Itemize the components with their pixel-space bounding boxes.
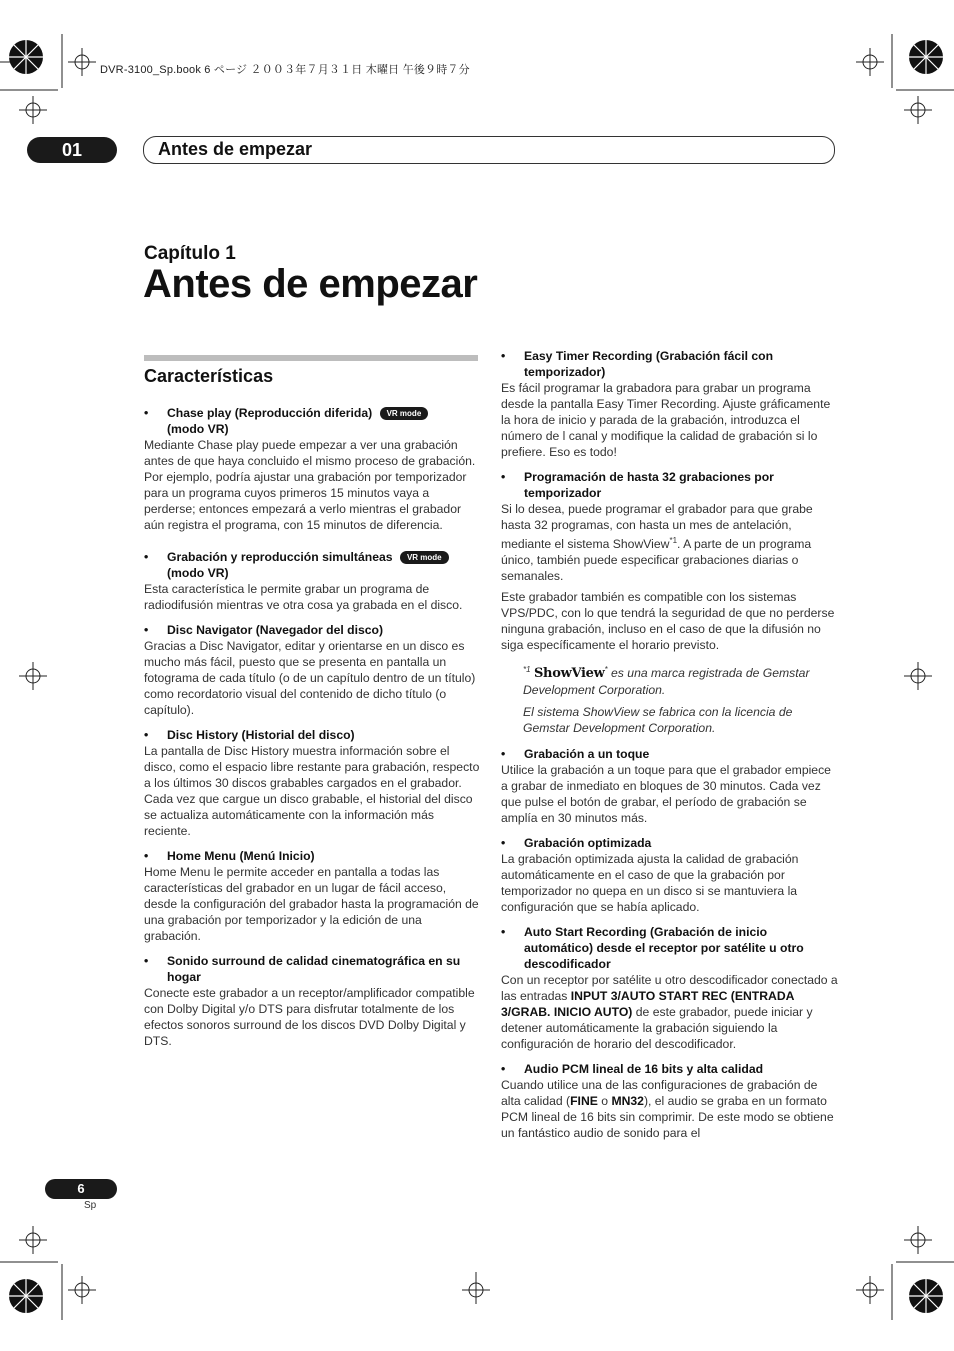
chapter-label: Capítulo 1	[144, 243, 236, 264]
feature-title: • Chase play (Reproducción diferida) VR mode (modo VR)	[144, 405, 480, 437]
feature-title: • Sonido surround de calidad cinematográfica en su hogar	[144, 954, 461, 984]
feature-text: Es fácil programar la grabadora para grabar un programa desde la pantalla Easy Timer Recording. Ajuste gráficamente la hora de inicio y parada de la grabación, introduzca el número de l canal y modifique la calidad de grabación si lo prefiere. Eso es todo!	[501, 381, 831, 459]
feature-item	[144, 622, 480, 718]
footnote-marker: *1	[523, 665, 531, 675]
feature-title: • Audio PCM lineal de 16 bits y alta calidad	[501, 1062, 764, 1077]
feature-item	[144, 549, 480, 613]
feature-text: Gracias a Disc Navigator, editar y orientarse en un disco es mucho más fácil, puesto que se presenta en pantalla un fotograma de cada título (o de un capítulo dentro de un título) como recordatorio visual del contenido de dicho título (o capítulo).	[144, 639, 476, 717]
feature-text: La pantalla de Disc History muestra información sobre el disco, como el espacio libre restante para grabación, respecto a los últimos 30 discos grabables cargados en el grabador. Cada vez que cargue un disco grabable, el historial del disco se actualiza automáticamente con la información más reciente.	[144, 744, 480, 838]
vr-mode-badge: VR mode	[400, 551, 449, 564]
feature-title: • Auto Start Recording (Grabación de inicio automático) desde el receptor por satélite u otro descodificador	[501, 925, 804, 972]
chapter-tab-number: 01	[27, 137, 117, 163]
feature-item	[501, 924, 839, 1052]
feature-item	[501, 746, 839, 826]
showview-logo: ShowView	[533, 666, 605, 682]
feature-text: Este grabador también es compatible con los sistemas VPS/PDC, con lo que tendrá la seguridad de que no perderse ninguna grabación, incluso en el caso de que la difusión no siga específicamente el horario previsto.	[501, 590, 835, 653]
feature-text: Esta característica le permite grabar un programa de radiodifusión mientras ve otra cosa ya grabada en el disco.	[144, 582, 463, 612]
feature-item	[501, 348, 839, 460]
page-number: 6	[45, 1179, 117, 1199]
footnote-text: El sistema ShowView se fabrica con la licencia de Gemstar Development Corporation.	[523, 705, 793, 736]
feature-title: • Grabación y reproducción simultáneas VR mode (modo VR)	[144, 549, 480, 581]
left-column	[144, 405, 480, 1058]
feature-text: La grabación optimizada ajusta la calidad de grabación automáticamente en el caso de que la grabación por temporizador no quepa en un disco si se mantuviera la configuración que se había aplicado.	[501, 852, 799, 915]
feature-item	[144, 405, 480, 533]
page-language: Sp	[84, 1200, 97, 1211]
feature-title: • Easy Timer Recording (Grabación fácil con temporizador)	[501, 349, 774, 379]
feature-title: • Programación de hasta 32 grabaciones por temporizador	[501, 470, 774, 500]
feature-title: • Grabación optimizada	[501, 836, 652, 851]
section-rule	[144, 355, 478, 361]
feature-item	[144, 953, 480, 1049]
page-title: Antes de empezar	[143, 262, 478, 306]
feature-item	[144, 727, 480, 839]
feature-item	[144, 848, 480, 944]
vr-mode-badge: VR mode	[380, 407, 429, 420]
file-info: DVR-3100_Sp.book 6 ページ ２００３年７月３１日 木曜日 午後９時７分	[100, 64, 470, 76]
footnote-ref: *1	[669, 536, 678, 545]
feature-title: • Disc Navigator (Navegador del disco)	[144, 623, 384, 637]
chapter-tab-title: Antes de empezar	[158, 139, 313, 159]
feature-title: • Home Menu (Menú Inicio)	[144, 849, 315, 863]
right-column	[501, 348, 839, 1150]
feature-text: Utilice la grabación a un toque para que el grabador empiece a grabar de inmediato en bloques de 30 minutos. Cada vez que pulse el botón de grabar, el período de grabación se amplía en 30 minutos más.	[501, 763, 831, 826]
feature-text: Mediante Chase play puede empezar a ver una grabación antes de que haya concluido el mismo proceso de grabación. Por ejemplo, podría ajustar una grabación por temporizador para un programa cuyos primeros 15 minutos vaya a perderse; entonces empezará a verlo mientras el grabador aún registra el programa, con 15 minutos de diferencia.	[144, 438, 476, 532]
feature-item	[501, 469, 839, 653]
feature-item	[501, 835, 839, 915]
feature-title: • Grabación a un toque	[501, 747, 650, 762]
feature-text: Cuando utilice una de las configuraciones de grabación de alta calidad (FINE o MN32), el audio se graba en un formato PCM lineal de 16 bits sin comprimir. De este modo se obtiene un fantástico audio de sonido para el	[501, 1078, 834, 1141]
feature-text: Si lo desea, puede programar el grabador para que grabe hasta 32 programas, con hasta un mes de antelación, mediante el sistema ShowView$^{*1}$. A parte de un programa único, también puede especificar grabaciones diarias o semanales.	[501, 502, 813, 584]
feature-text: Conecte este grabador a un receptor/amplificador compatible con Dolby Digital y/o DTS para disfrutar totalmente de los efectos sonoros surround de los discos DVD Dolby Digital y DTS.	[144, 986, 475, 1048]
footnote: $^{*1}$ ShowView* es una marca registrada de Gemstar Development Corporation. El sistema ShowView se fabrica con la licencia de Gemstar Development Corporation.	[523, 662, 839, 736]
feature-text: Con un receptor por satélite u otro descodificador conectado a las entradas INPUT 3/AUTO START REC (ENTRADA 3/GRAB. INICIO AUTO) de este grabador, puede iniciar y detener automáticamente la grabación siguiendo la configuración de horario del descodificador.	[501, 973, 838, 1052]
feature-text: Home Menu le permite acceder en pantalla a todas las características del grabador en un lugar de fácil acceso, desde la configuración del grabador hasta la programación de una grabación por temporizador y la edición de una grabación.	[144, 865, 479, 943]
feature-item	[501, 1061, 839, 1141]
section-title: Características	[144, 366, 274, 386]
feature-title: • Disc History (Historial del disco)	[144, 728, 355, 742]
